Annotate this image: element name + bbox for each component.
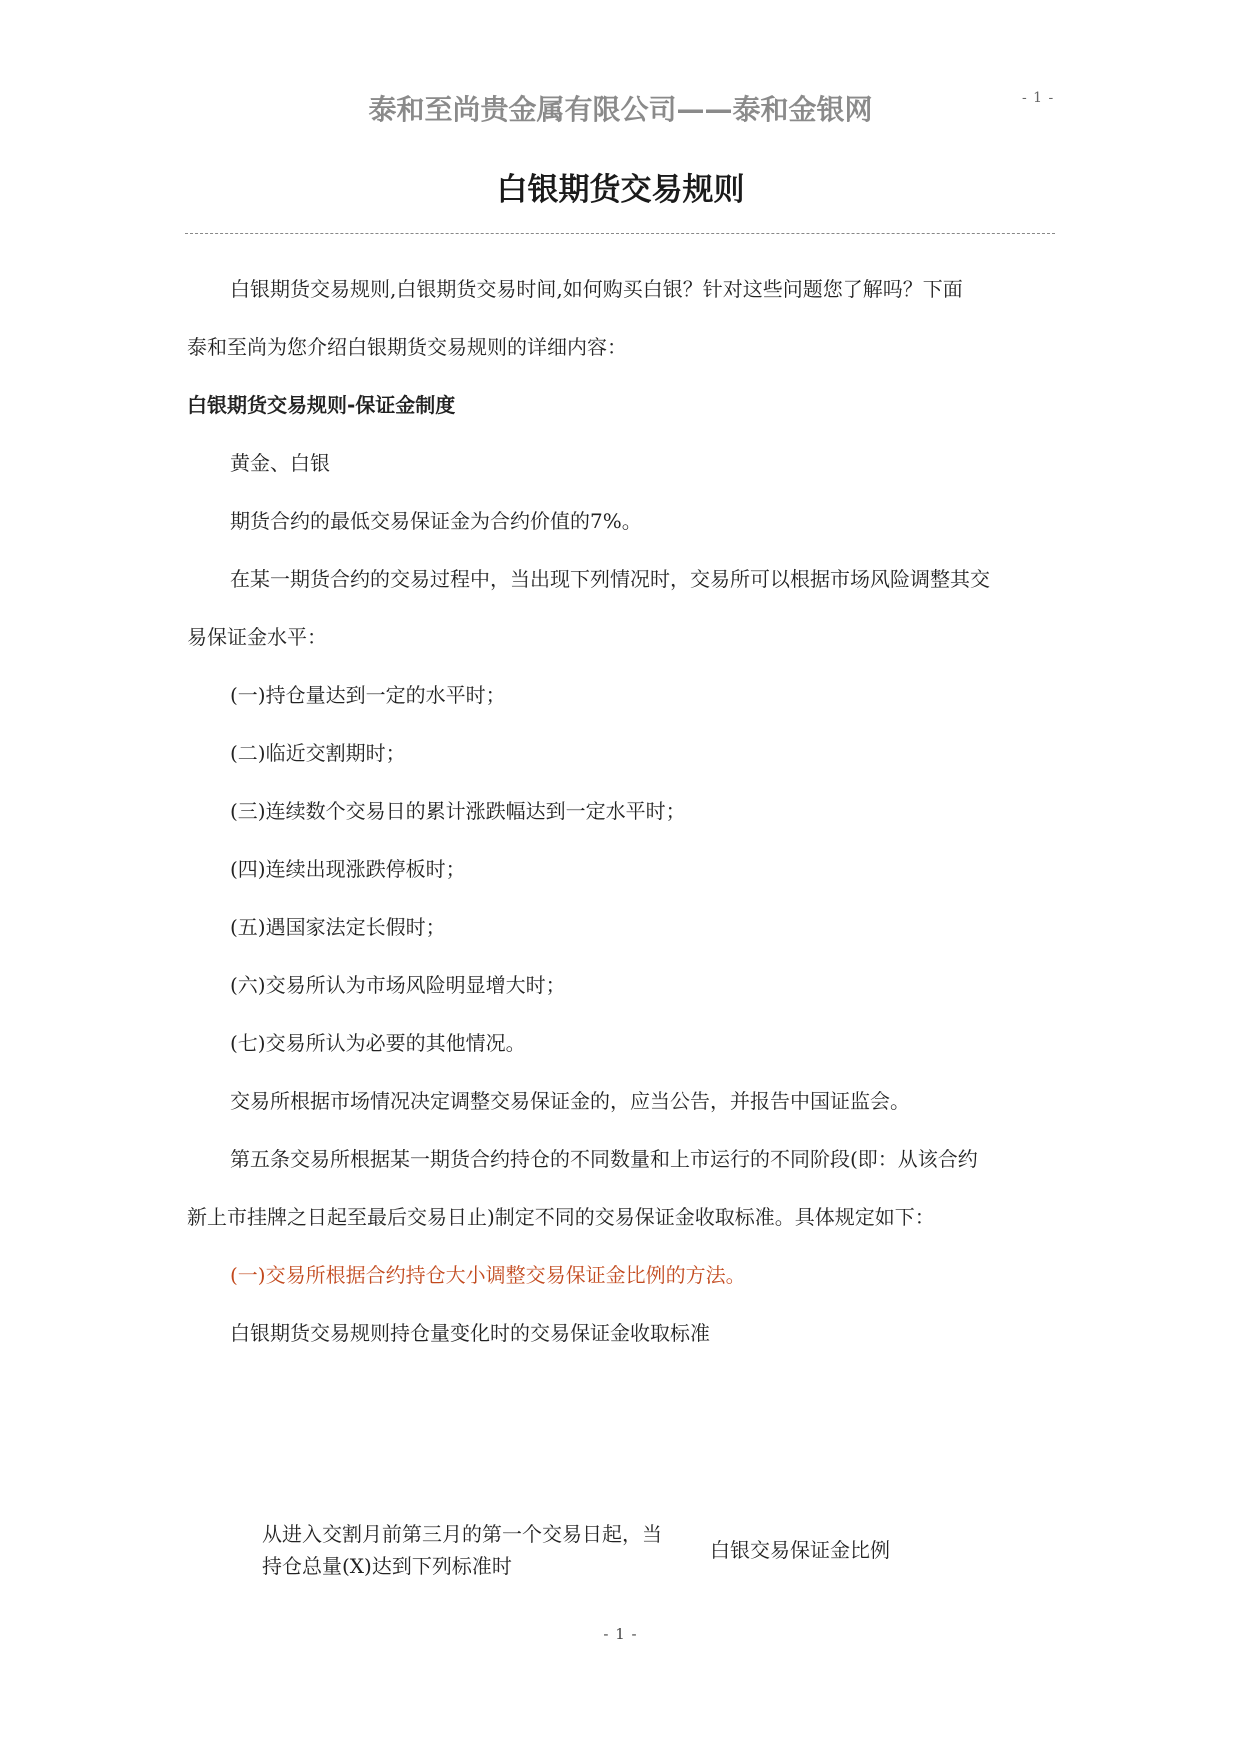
condition-item: (四)连续出现涨跌停板时； xyxy=(230,857,466,881)
page-number-bottom: - 1 - xyxy=(603,1625,638,1643)
paragraph-metals: 黄金、白银 xyxy=(230,451,330,475)
dashed-divider xyxy=(185,233,1055,234)
paragraph-standard-caption: 白银期货交易规则持仓量变化时的交易保证金收取标准 xyxy=(230,1321,710,1345)
paragraph-article5-line-1: 第五条交易所根据某一期货合约持仓的不同数量和上市运行的不同阶段(即：从该合约 xyxy=(230,1147,978,1171)
table-header-left xyxy=(262,1518,702,1582)
condition-item: (七)交易所认为必要的其他情况。 xyxy=(230,1031,526,1055)
section-heading: 白银期货交易规则-保证金制度 xyxy=(187,393,456,417)
paragraph-method-heading: (一)交易所根据合约持仓大小调整交易保证金比例的方法。 xyxy=(230,1263,746,1287)
page-number-top: - 1 - xyxy=(1022,90,1055,106)
condition-item: (六)交易所认为市场风险明显增大时； xyxy=(230,973,566,997)
paragraph-announcement: 交易所根据市场情况决定调整交易保证金的，应当公告，并报告中国证监会。 xyxy=(230,1089,910,1113)
header-company-name: 泰和至尚贵金属有限公司——泰和金银网 xyxy=(368,93,873,126)
condition-item: (五)遇国家法定长假时； xyxy=(230,915,446,939)
margin-table-header xyxy=(262,1518,962,1588)
intro-line-1: 白银期货交易规则,白银期货交易时间,如何购买白银？针对这些问题您了解吗？下面 xyxy=(230,277,963,301)
paragraph-article5-line-2: 新上市挂牌之日起至最后交易日止)制定不同的交易保证金收取标准。具体规定如下： xyxy=(187,1205,935,1229)
condition-item: (三)连续数个交易日的累计涨跌幅达到一定水平时； xyxy=(230,799,686,823)
table-header-right: 白银交易保证金比例 xyxy=(710,1538,890,1562)
document-title: 白银期货交易规则 xyxy=(496,172,745,208)
condition-item: (二)临近交割期时； xyxy=(230,741,406,765)
table-header-left-line-1: 从进入交割月前第三月的第一个交易日起，当 xyxy=(262,1522,662,1546)
paragraph-adjust-line-2: 易保证金水平： xyxy=(187,625,327,649)
paragraph-adjust-line-1: 在某一期货合约的交易过程中，当出现下列情况时，交易所可以根据市场风险调整其交 xyxy=(230,567,990,591)
document-body xyxy=(187,260,1055,1362)
intro-line-2: 泰和至尚为您介绍白银期货交易规则的详细内容： xyxy=(187,335,627,359)
condition-item: (一)持仓量达到一定的水平时； xyxy=(230,683,506,707)
paragraph-min-margin: 期货合约的最低交易保证金为合约价值的7%。 xyxy=(230,509,642,533)
table-header-left-line-2: 持仓总量(X)达到下列标准时 xyxy=(262,1554,512,1578)
